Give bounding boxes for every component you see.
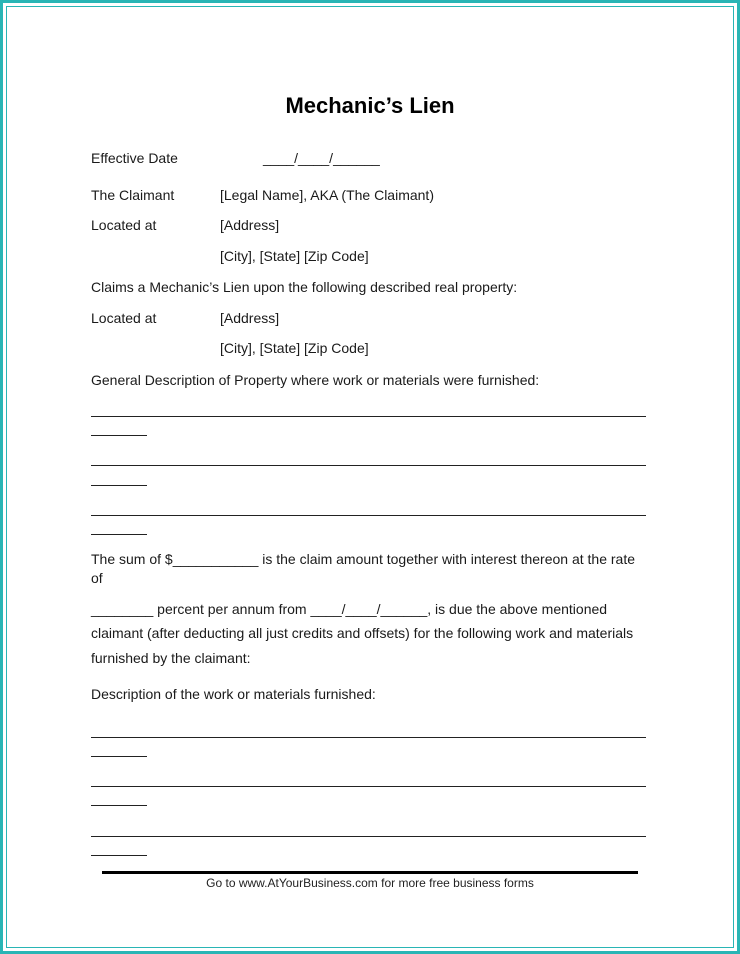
work-description-line[interactable]	[91, 836, 646, 837]
work-description-line[interactable]	[91, 786, 646, 787]
work-description-label: Description of the work or materials furnished:	[91, 686, 376, 702]
property-description-line[interactable]	[91, 416, 646, 417]
effective-date-label: Effective Date	[91, 150, 178, 166]
property-description-line-end[interactable]	[91, 534, 147, 535]
property-description-line-end[interactable]	[91, 435, 147, 436]
property-located-label: Located at	[91, 310, 157, 326]
sum-paragraph-line: of	[91, 570, 103, 586]
sum-paragraph-line: furnished by the claimant:	[91, 650, 251, 666]
claims-statement: Claims a Mechanic’s Lien upon the following described real property:	[91, 279, 518, 295]
work-description-line-end[interactable]	[91, 855, 147, 856]
sum-paragraph-line: The sum of $___________ is the claim amount together with interest thereon at the rate	[91, 551, 635, 567]
property-city-field[interactable]: [City], [State] [Zip Code]	[220, 340, 369, 356]
claimant-name-field[interactable]: [Legal Name], AKA (The Claimant)	[220, 187, 434, 203]
claimant-located-label: Located at	[91, 217, 157, 233]
work-description-line-end[interactable]	[91, 756, 147, 757]
property-description-line-end[interactable]	[91, 485, 147, 486]
property-address-field[interactable]: [Address]	[220, 310, 280, 326]
footer-text: Go to www.AtYourBusiness.com for more free business forms	[206, 876, 534, 890]
claimant-city-field[interactable]: [City], [State] [Zip Code]	[220, 248, 369, 264]
property-description-line[interactable]	[91, 465, 646, 466]
property-description-line[interactable]	[91, 515, 646, 516]
property-description-label: General Description of Property where work or materials were furnished:	[91, 372, 540, 388]
work-description-line[interactable]	[91, 737, 646, 738]
footer-divider	[102, 871, 638, 874]
work-description-line-end[interactable]	[91, 805, 147, 806]
claimant-address-field[interactable]: [Address]	[220, 217, 280, 233]
sum-paragraph-line: claimant (after deducting all just credits and offsets) for the following work and materials	[91, 625, 634, 641]
document-title: Mechanic’s Lien	[285, 93, 455, 118]
claimant-label: The Claimant	[91, 187, 175, 203]
effective-date-field[interactable]: ____/____/______	[263, 150, 380, 166]
sum-paragraph-line: ________ percent per annum from ____/____/______, is due the above mentioned	[91, 601, 608, 617]
page-inner-border	[6, 6, 734, 948]
